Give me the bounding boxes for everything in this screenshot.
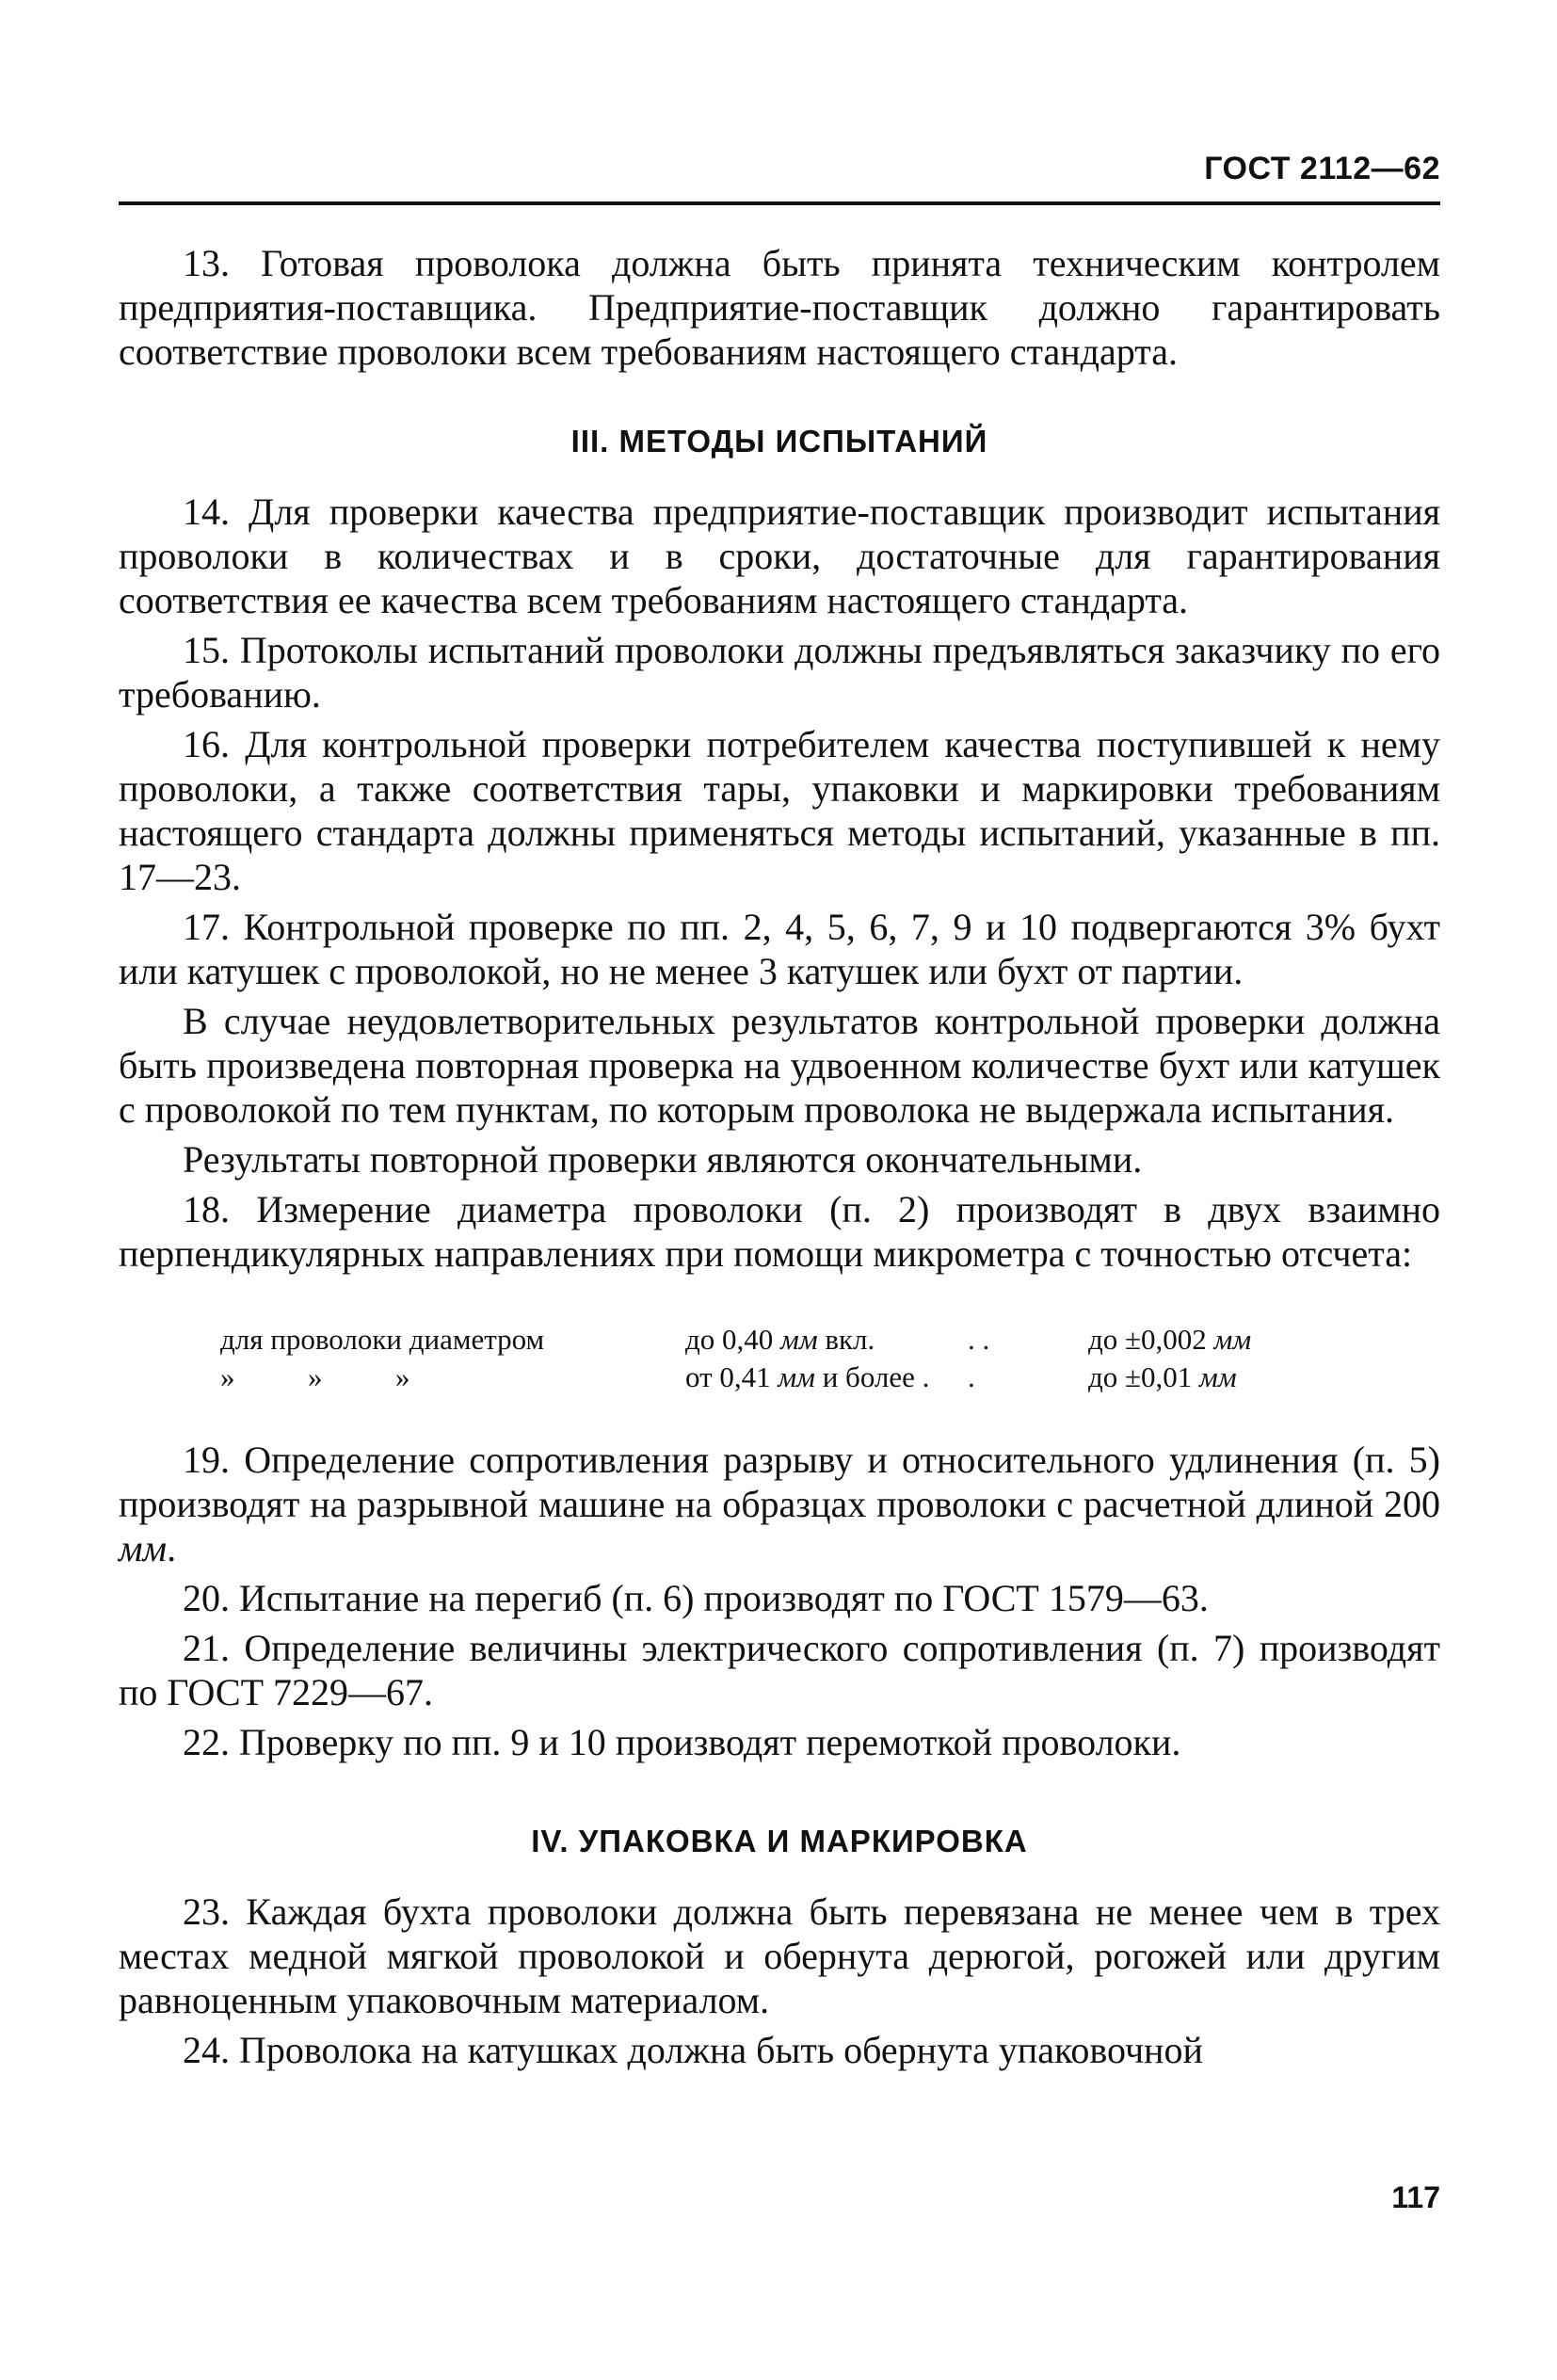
tolerance-range-qualifier: вкл. — [817, 1323, 875, 1356]
paragraph-21: 21. Определение величины электрического сопротивления (п. 7) производят по ГОСТ 7229—67. — [119, 1627, 1440, 1713]
tolerance-row — [220, 1359, 1333, 1396]
tolerance-value-number: до ±0,002 — [1088, 1323, 1207, 1356]
tolerance-value-unit: мм — [1213, 1323, 1252, 1356]
document-body — [119, 241, 1440, 2072]
paragraph-20: 20. Испытание на перегиб (п. 6) производят по ГОСТ 1579—63. — [183, 1577, 1209, 1619]
standard-code: ГОСТ 2112—62 — [1204, 151, 1440, 186]
paragraph-24: 24. Проволока на катушках должна быть обернута упаковочной — [183, 2029, 1203, 2071]
tolerance-range — [685, 1321, 968, 1359]
tolerance-leader-dots: . . — [968, 1323, 990, 1356]
tolerance-range-value: от 0,41 — [685, 1360, 771, 1393]
paragraph-19 — [119, 1438, 1440, 1570]
tolerance-label: » » » — [220, 1360, 410, 1393]
tolerance-value-unit: мм — [1199, 1360, 1237, 1393]
tolerance-range-unit: мм — [780, 1323, 818, 1356]
paragraph-15: 15. Протоколы испытаний проволоки должны предъявляться заказчику по его требованию. — [119, 629, 1440, 716]
tolerance-leader-dots: . — [968, 1360, 975, 1393]
paragraph-17-results: Результаты повторной проверки являются окончательными. — [183, 1138, 1143, 1181]
header-rule — [119, 201, 1440, 205]
tolerance-label: для проволоки диаметром — [220, 1323, 545, 1356]
paragraph-19-unit: мм — [119, 1527, 168, 1569]
paragraph-22: 22. Проверку по пп. 9 и 10 производят перемоткой проволоки. — [183, 1721, 1181, 1763]
paragraph-16: 16. Для контрольной проверки потребителем качества поступившей к нему проволоки, а также соответствия тары, упаковки и маркировки требованиям настоящего стандарта должны применяться методы испытаний, указанные в пп. 17—23. — [119, 723, 1440, 898]
paragraph-19-end: . — [167, 1527, 177, 1569]
paragraph-23: 23. Каждая бухта проволоки должна быть перевязана не менее чем в трех местах медной мягкой проволокой и обернута дерюгой, рогожей или другим равноценным упаковочным материалом. — [119, 1890, 1440, 2021]
tolerance-range — [685, 1359, 968, 1396]
paragraph-19-text: 19. Определение сопротивления разрыву и относительного удлинения (п. 5) производят на разрывной машине на образцах проволоки с расчетной длиной 200 — [119, 1439, 1440, 1525]
paragraph-18: 18. Измерение диаметра проволоки (п. 2) производят в двух взаимно перпендикулярных направлениях при помощи микрометра с точностью отсчета: — [119, 1188, 1440, 1275]
tolerance-range-value: до 0,40 — [685, 1323, 774, 1356]
section-title-test-methods: III. МЕТОДЫ ИСПЫТАНИЙ — [570, 424, 988, 458]
page-header — [119, 141, 1440, 207]
paragraph-14: 14. Для проверки качества предприятие-поставщик производит испытания проволоки в количествах и в сроки, достаточные для гарантирования соответствия ее качества всем требованиям настоящего стандарта. — [119, 490, 1440, 621]
paragraph-17: 17. Контрольной проверке по пп. 2, 4, 5, 6, 7, 9 и 10 подвергаются 3% бухт или катушек с проволокой, но не менее 3 катушек или бухт от партии. — [119, 906, 1440, 992]
tolerance-range-unit: мм — [778, 1360, 815, 1393]
tolerance-value — [1088, 1359, 1333, 1396]
section-title-packing-marking: IV. УПАКОВКА И МАРКИРОВКА — [531, 1824, 1028, 1858]
tolerance-row — [220, 1321, 1333, 1359]
tolerance-value — [1088, 1321, 1333, 1359]
tolerance-range-qualifier: и более . — [814, 1360, 930, 1393]
paragraph-13: 13. Готовая проволока должна быть принята техническим контролем предприятия-поставщика. Предприятие-поставщик должно гарантировать соответствие проволоки всем требованиям настоящего стандарта. — [119, 242, 1440, 373]
paragraph-17-repeat-check: В случае неудовлетворительных результатов контрольной проверки должна быть произведена повторная проверка на удвоенном количестве бухт или катушек с проволокой по тем пунктам, по которым проволока не выдержала испытания. — [119, 1000, 1440, 1131]
page-number: 117 — [1391, 2180, 1440, 2214]
tolerance-value-number: до ±0,01 — [1088, 1360, 1193, 1393]
tolerance-table — [220, 1321, 1333, 1396]
